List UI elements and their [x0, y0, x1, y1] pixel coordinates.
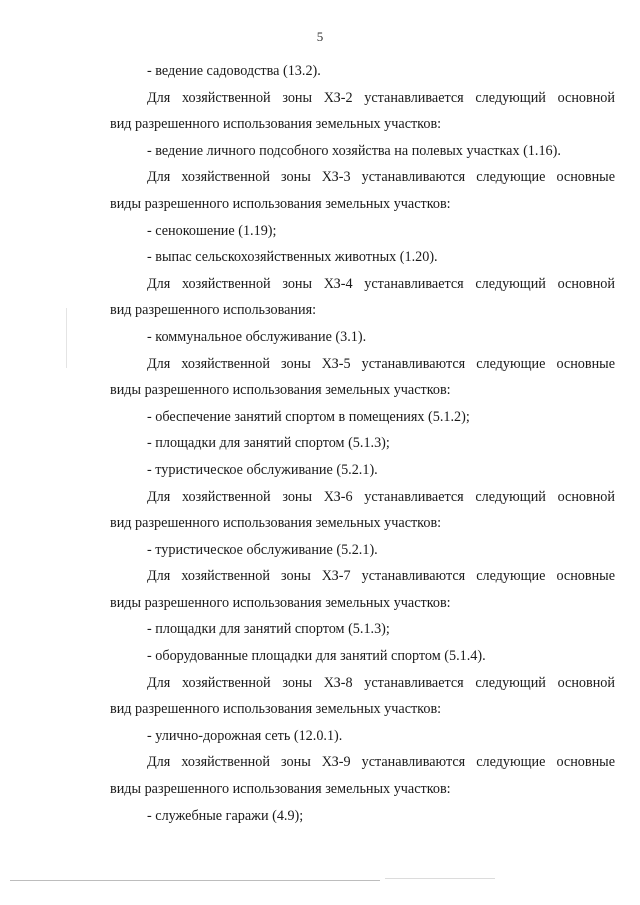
paragraph-line: Для хозяйственной зоны ХЗ-2 устанавливается следующий основной: [147, 89, 615, 106]
paragraph-line: Для хозяйственной зоны ХЗ-3 устанавливаются следующие основные: [147, 169, 615, 186]
list-item: - выпас сельскохозяйственных животных (1.20).: [147, 249, 438, 266]
footer-rule: [385, 878, 495, 879]
paragraph-line: виды разрешенного использования земельных участков:: [110, 195, 451, 212]
paragraph-line: вид разрешенного использования земельных участков:: [110, 701, 442, 718]
list-item: - оборудованные площадки для занятий спортом (5.1.4).: [147, 648, 486, 665]
paragraph-line: вид разрешенного использования земельных участков:: [110, 515, 442, 532]
paragraph-line: Для хозяйственной зоны ХЗ-6 устанавливается следующий основной: [147, 488, 615, 505]
page-number: 5: [316, 29, 324, 44]
paragraph-line: Для хозяйственной зоны ХЗ-9 устанавливаются следующие основные: [147, 754, 615, 771]
paragraph-line: виды разрешенного использования земельных участков:: [110, 382, 451, 399]
paragraph-line: вид разрешенного использования:: [110, 302, 317, 319]
margin-mark: [66, 308, 67, 368]
paragraph-line: Для хозяйственной зоны ХЗ-5 устанавливаются следующие основные: [147, 355, 615, 372]
list-item: - служебные гаражи (4.9);: [147, 807, 304, 824]
list-item: - коммунальное обслуживание (3.1).: [147, 328, 367, 345]
list-item: - туристическое обслуживание (5.2.1).: [147, 461, 378, 478]
paragraph-line: виды разрешенного использования земельных участков:: [110, 594, 451, 611]
list-item: - площадки для занятий спортом (5.1.3);: [147, 435, 390, 452]
list-item: - ведение личного подсобного хозяйства на полевых участках (1.16).: [147, 142, 561, 159]
list-item: - площадки для занятий спортом (5.1.3);: [147, 621, 390, 638]
list-item: - ведение садоводства (13.2).: [147, 63, 321, 79]
list-item: - улично-дорожная сеть (12.0.1).: [147, 727, 343, 744]
paragraph-line: Для хозяйственной зоны ХЗ-8 устанавливается следующий основной: [147, 674, 615, 691]
document-body: [110, 58, 615, 829]
paragraph-line: Для хозяйственной зоны ХЗ-4 устанавливается следующий основной: [147, 275, 615, 292]
list-item: - обеспечение занятий спортом в помещениях (5.1.2);: [147, 408, 470, 425]
paragraph-line: виды разрешенного использования земельных участков:: [110, 781, 451, 798]
paragraph-line: Для хозяйственной зоны ХЗ-7 устанавливаются следующие основные: [147, 568, 615, 585]
list-item: - туристическое обслуживание (5.2.1).: [147, 541, 378, 558]
footer-rule: [10, 880, 380, 881]
list-item: - сенокошение (1.19);: [147, 222, 277, 239]
paragraph-line: вид разрешенного использования земельных участков:: [110, 116, 442, 133]
